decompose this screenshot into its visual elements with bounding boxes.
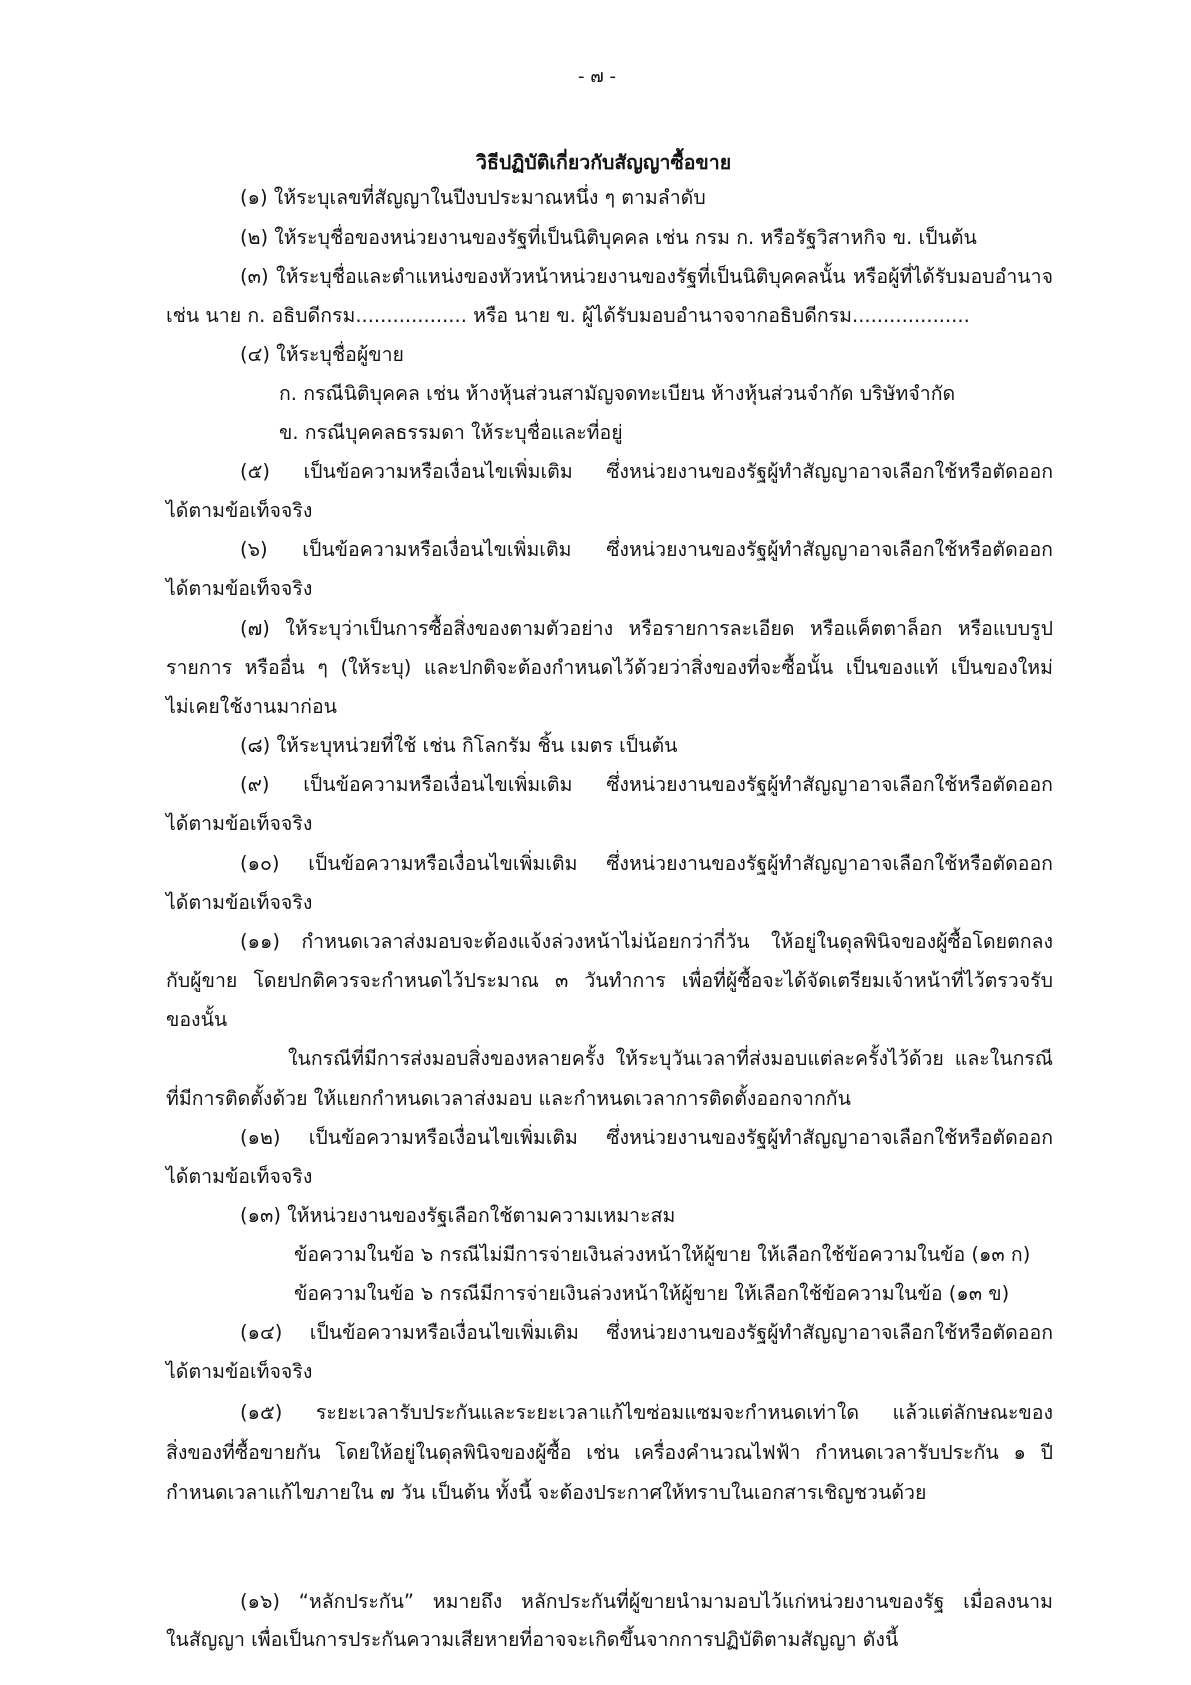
body-line: (๑๕) ระยะเวลารับประกันและระยะเวลาแก้ไขซ่อมแซมจะกำหนดเท่าใด แล้วแต่ลักษณะของ [240, 1401, 1053, 1424]
body-line: (๑๑) กำหนดเวลาส่งมอบจะต้องแจ้งล่วงหน้าไม่น้อยกว่ากี่วัน ให้อยู่ในดุลพินิจของผู้ซื้อโดยตกลง [240, 930, 1053, 953]
page-number: - ๗ - [578, 66, 616, 87]
body-line: (๓) ให้ระบุชื่อและตำแหน่งของหัวหน้าหน่วยงานของรัฐที่เป็นนิติบุคคลนั้น หรือผู้ที่ได้รับมอบอำนาจ [240, 265, 1053, 288]
body-line: (๑๓) ให้หน่วยงานของรัฐเลือกใช้ตามความเหมาะสม [240, 1204, 676, 1227]
body-line: ที่มีการติดตั้งด้วย ให้แยกกำหนดเวลาส่งมอบ และกำหนดเวลาการติดตั้งออกจากกัน [166, 1087, 851, 1110]
body-line: สิ่งของที่ซื้อขายกัน โดยให้อยู่ในดุลพินิจของผู้ซื้อ เช่น เครื่องคำนวณไฟฟ้า กำหนดเวลารับประกัน ๑ ปี [166, 1441, 1053, 1464]
body-line: ได้ตามข้อเท็จจริง [166, 1165, 313, 1188]
body-line: ได้ตามข้อเท็จจริง [166, 812, 313, 835]
body-line: (๒) ให้ระบุชื่อของหน่วยงานของรัฐที่เป็นนิติบุคคล เช่น กรม ก. หรือรัฐวิสาหกิจ ข. เป็นต้น [240, 226, 977, 249]
body-line: เช่น นาย ก. อธิบดีกรม.................. หรือ นาย ข. ผู้ได้รับมอบอำนาจจากอธิบดีกรม................... [166, 304, 970, 327]
body-line: ในกรณีที่มีการส่งมอบสิ่งของหลายครั้ง ให้ระบุวันเวลาที่ส่งมอบแต่ละครั้งไว้ด้วย และในกรณี [288, 1047, 1053, 1070]
body-line: ได้ตามข้อเท็จจริง [166, 1360, 313, 1383]
body-line: (๕) เป็นข้อความหรือเงื่อนไขเพิ่มเติม ซึ่งหน่วยงานของรัฐผู้ทำสัญญาอาจเลือกใช้หรือตัดออก [240, 460, 1053, 483]
body-line: ในสัญญา เพื่อเป็นการประกันความเสียหายที่อาจจะเกิดขึ้นจากการปฏิบัติตามสัญญา ดังนี้ [166, 1628, 899, 1651]
body-line: (๘) ให้ระบุหน่วยที่ใช้ เช่น กิโลกรัม ชิ้น เมตร เป็นต้น [240, 734, 678, 757]
body-line: (๗) ให้ระบุว่าเป็นการซื้อสิ่งของตามตัวอย่าง หรือรายการละเอียด หรือแค็ตตาล็อก หรือแบบรูป [240, 617, 1053, 640]
body-line: ข้อความในข้อ ๖ กรณีไม่มีการจ่ายเงินล่วงหน้าให้ผู้ขาย ให้เลือกใช้ข้อความในข้อ (๑๓ ก) [294, 1243, 1031, 1266]
body-line: (๑๔) เป็นข้อความหรือเงื่อนไขเพิ่มเติม ซึ่งหน่วยงานของรัฐผู้ทำสัญญาอาจเลือกใช้หรือตัดออก [240, 1321, 1053, 1344]
body-line: (๑๒) เป็นข้อความหรือเงื่อนไขเพิ่มเติม ซึ่งหน่วยงานของรัฐผู้ทำสัญญาอาจเลือกใช้หรือตัดออก [240, 1126, 1053, 1149]
body-line: กับผู้ขาย โดยปกติควรจะกำหนดไว้ประมาณ ๓ วันทำการ เพื่อที่ผู้ซื้อจะได้จัดเตรียมเจ้าหน้าที่ไว้ตรวจรับ [166, 969, 1053, 992]
body-line: ไม่เคยใช้งานมาก่อน [166, 695, 338, 718]
body-line: ได้ตามข้อเท็จจริง [166, 577, 313, 600]
body-line: ได้ตามข้อเท็จจริง [166, 499, 313, 522]
body-line: (๑๐) เป็นข้อความหรือเงื่อนไขเพิ่มเติม ซึ่งหน่วยงานของรัฐผู้ทำสัญญาอาจเลือกใช้หรือตัดออก [240, 852, 1053, 875]
body-line: (๑) ให้ระบุเลขที่สัญญาในปีงบประมาณหนึ่ง ๆ ตามลำดับ [240, 186, 706, 209]
body-line: ของนั้น [166, 1008, 228, 1031]
body-line: (๑๖) “หลักประกัน” หมายถึง หลักประกันที่ผู้ขายนำมามอบไว้แก่หน่วยงานของรัฐ เมื่อลงนาม [240, 1590, 1053, 1613]
body-line: (๔) ให้ระบุชื่อผู้ขาย [240, 343, 404, 366]
body-line: ได้ตามข้อเท็จจริง [166, 891, 313, 914]
body-line: (๙) เป็นข้อความหรือเงื่อนไขเพิ่มเติม ซึ่งหน่วยงานของรัฐผู้ทำสัญญาอาจเลือกใช้หรือตัดออก [240, 773, 1053, 796]
body-line: ข้อความในข้อ ๖ กรณีมีการจ่ายเงินล่วงหน้าให้ผู้ขาย ให้เลือกใช้ข้อความในข้อ (๑๓ ข) [294, 1282, 1010, 1305]
body-line: ก. กรณีนิติบุคคล เช่น ห้างหุ้นส่วนสามัญจดทะเบียน ห้างหุ้นส่วนจำกัด บริษัทจำกัด [279, 382, 956, 405]
body-line: (๖) เป็นข้อความหรือเงื่อนไขเพิ่มเติม ซึ่งหน่วยงานของรัฐผู้ทำสัญญาอาจเลือกใช้หรือตัดออก [240, 538, 1053, 561]
body-line: กำหนดเวลาแก้ไขภายใน ๗ วัน เป็นต้น ทั้งนี้ จะต้องประกาศให้ทราบในเอกสารเชิญชวนด้วย [166, 1481, 927, 1504]
body-line: ข. กรณีบุคคลธรรมดา ให้ระบุชื่อและที่อยู่ [279, 421, 623, 444]
page-title: วิธีปฏิบัติเกี่ยวกับสัญญาซื้อขาย [476, 151, 732, 174]
body-line: รายการ หรืออื่น ๆ (ให้ระบุ) และปกติจะต้องกำหนดไว้ด้วยว่าสิ่งของที่จะซื้อนั้น เป็นของแท้ เป็นของใหม่ [166, 656, 1053, 679]
